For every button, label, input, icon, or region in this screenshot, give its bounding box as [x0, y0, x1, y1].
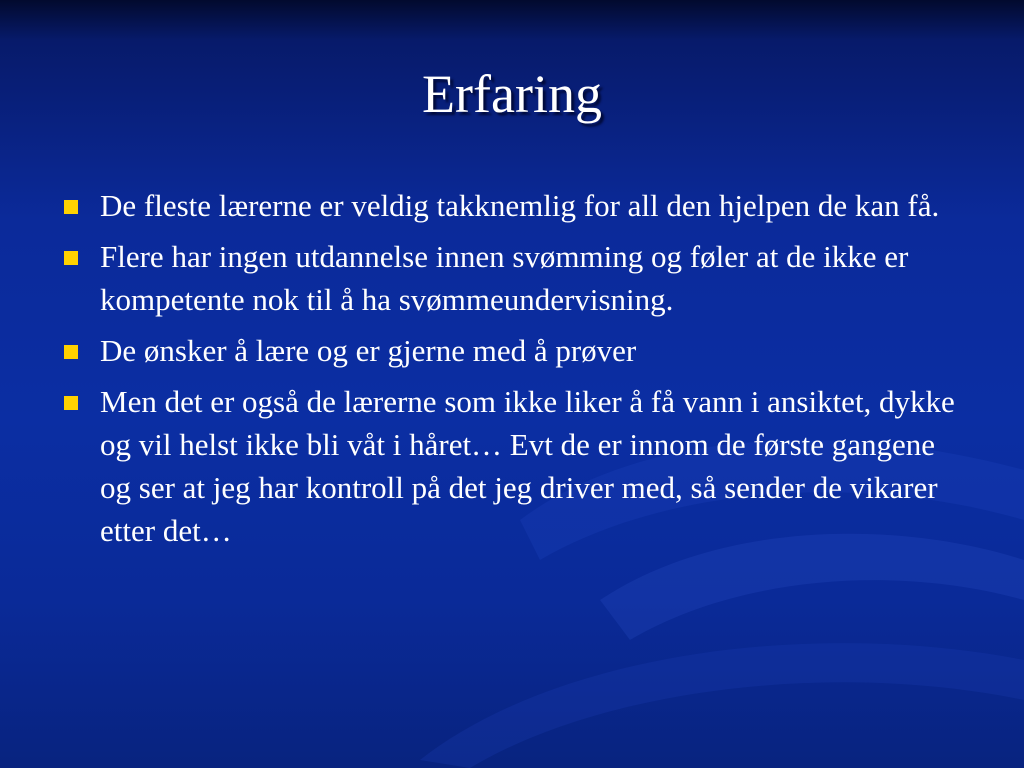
bullet-text: Flere har ingen utdannelse innen svømming og føler at de ikke er kompetente nok til å ha svømmeundervisning. — [100, 239, 909, 317]
bullet-item — [60, 184, 960, 227]
square-bullet-icon — [64, 345, 78, 359]
bullet-item — [60, 235, 960, 321]
bullet-text: De ønsker å lære og er gjerne med å prøver — [100, 333, 637, 368]
bullet-item — [60, 329, 960, 372]
slide-title: Erfaring — [422, 64, 602, 124]
square-bullet-icon — [64, 200, 78, 214]
bullet-text: De fleste lærerne er veldig takknemlig for all den hjelpen de kan få. — [100, 188, 940, 223]
square-bullet-icon — [64, 251, 78, 265]
bullet-item — [60, 380, 960, 552]
bullet-text: Men det er også de lærerne som ikke liker å få vann i ansiktet, dykke og vil helst ikke bli våt i håret… Evt de er innom de første gangene og ser at jeg har kontroll på det jeg driver med, så sender de vikarer etter det… — [100, 384, 955, 548]
square-bullet-icon — [64, 396, 78, 410]
bullet-list — [60, 184, 960, 560]
